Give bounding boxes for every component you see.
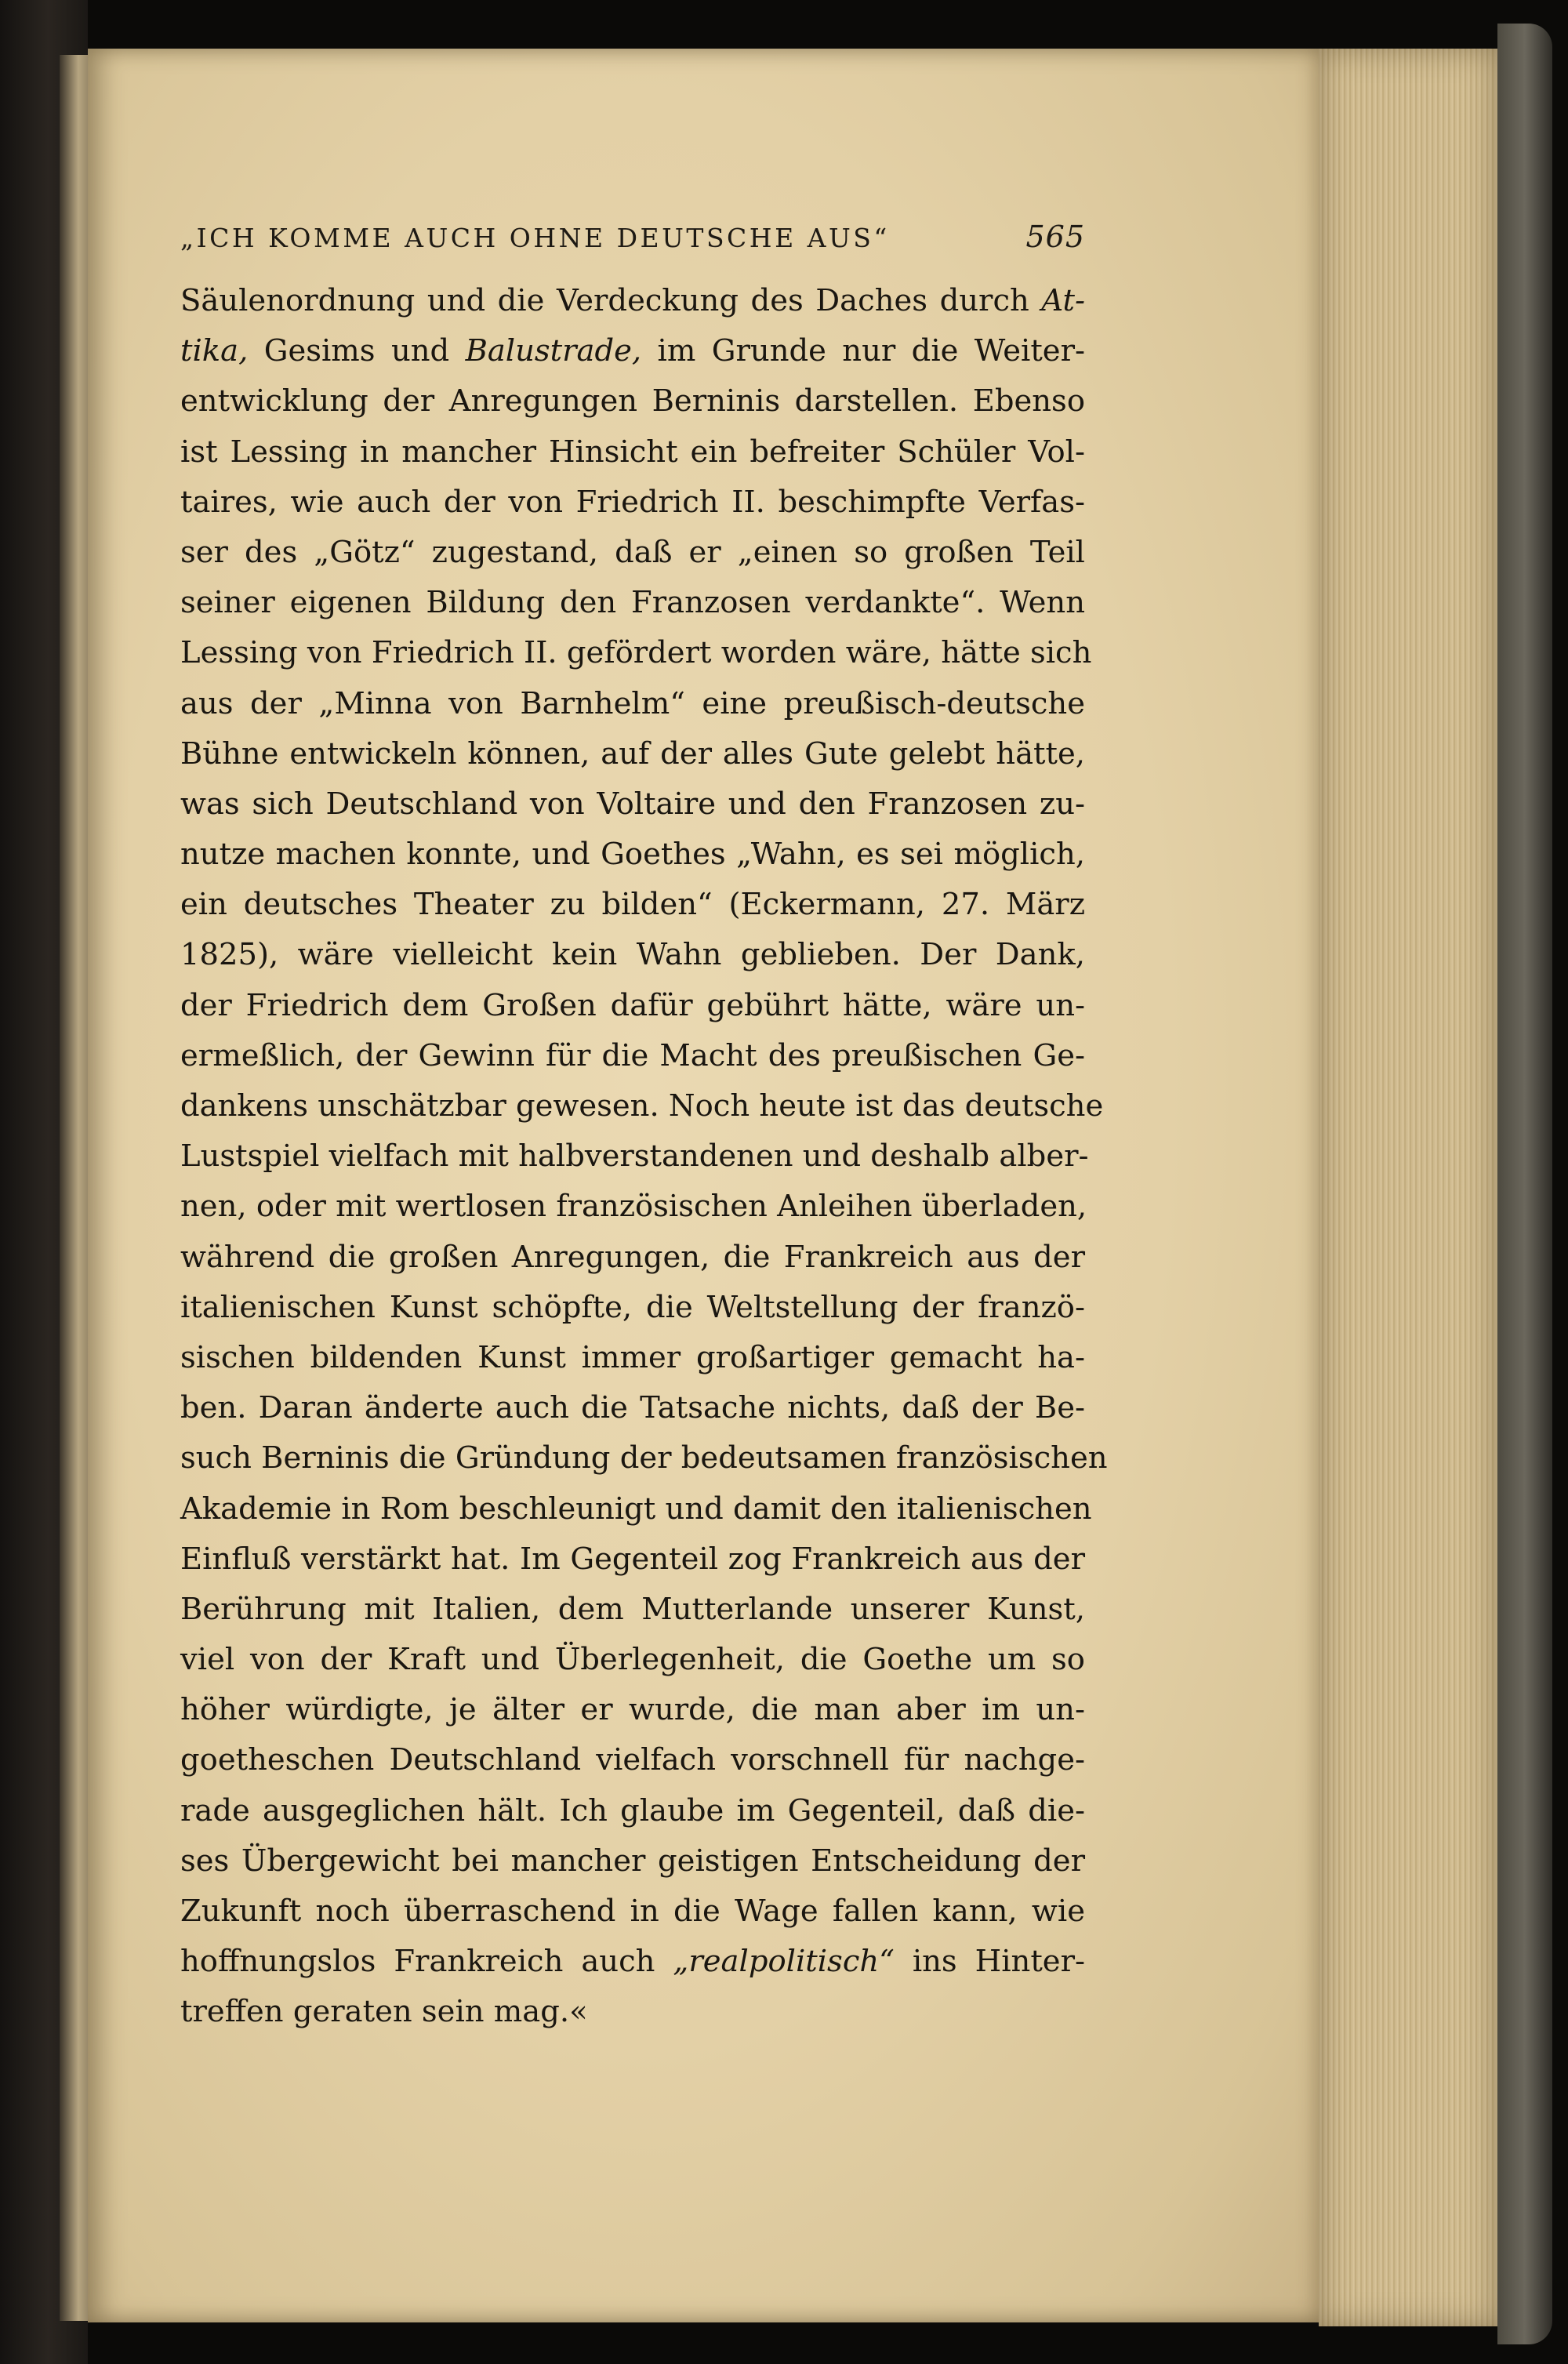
italic-text: tika, <box>180 333 249 369</box>
page-number: 565 <box>1025 220 1085 254</box>
text-segment: italienischen Kunst schöpfte, die Weltstellung der franzö- <box>180 1289 1085 1325</box>
text-segment: Gesims und <box>248 333 466 369</box>
text-line <box>180 1735 1085 1785</box>
text-segment: Lustspiel vielfach mit halbverstandenen und deshalb alber- <box>180 1138 1089 1175</box>
text-segment: aus der „Minna von Barnhelm“ eine preußisch-deutsche <box>180 685 1085 721</box>
text-segment: hoffnungslos Frankreich auch <box>180 1944 673 1980</box>
text-line <box>180 1484 1092 1534</box>
text-line <box>180 981 1085 1031</box>
text-line <box>180 528 1085 578</box>
text-segment: rade ausgeglichen hält. Ich glaube im Gegenteil, daß die- <box>180 1792 1085 1828</box>
text-line <box>180 376 1085 427</box>
text-line <box>180 779 1085 830</box>
text-segment: Säulenordnung und die Verdeckung des Daches durch <box>180 283 1042 318</box>
text-segment: seiner eigenen Bildung den Franzosen verdankte“. Wenn <box>180 585 1085 621</box>
text-segment: 1825), wäre vielleicht kein Wahn geblieben. Der Dank, <box>180 937 1085 973</box>
text-line <box>180 1534 1085 1585</box>
text-segment: ermeßlich, der Gewinn für die Macht des preußischen Ge- <box>180 1037 1085 1073</box>
text-line <box>180 1585 1085 1635</box>
text-segment: Akademie in Rom beschleunigt und damit den italienischen <box>180 1491 1092 1527</box>
text-line <box>180 276 1085 326</box>
text-line <box>180 427 1085 478</box>
text-segment: ses Übergewicht bei mancher geistigen Entscheidung der <box>180 1843 1085 1879</box>
text-line <box>180 1635 1085 1685</box>
text-segment: ins Hinter- <box>894 1944 1085 1980</box>
text-line <box>180 729 1085 779</box>
text-segment: im Grunde nur die Weiter- <box>641 333 1085 369</box>
running-head-title: „ICH KOMME AUCH OHNE DEUTSCHE AUS“ <box>180 223 890 253</box>
text-segment: taires, wie auch der von Friedrich II. beschimpfte Verfas- <box>180 484 1085 520</box>
text-line <box>180 679 1085 729</box>
text-line <box>180 1987 1085 2037</box>
italic-text: Balustrade, <box>465 333 642 369</box>
text-line <box>180 578 1085 628</box>
text-segment: such Berninis die Gründung der bedeutsamen französischen <box>180 1440 1108 1476</box>
text-line <box>180 1786 1085 1836</box>
text-segment: sischen bildenden Kunst immer großartiger gemacht ha- <box>180 1339 1085 1375</box>
text-segment: treffen geraten sein mag.« <box>180 1994 588 2030</box>
text-line <box>180 1333 1085 1383</box>
text-line <box>180 1937 1085 1987</box>
text-line <box>180 1433 1108 1483</box>
text-line <box>180 1031 1085 1081</box>
text-line <box>180 1886 1085 1937</box>
text-segment: entwicklung der Anregungen Berninis darstellen. Ebenso <box>180 383 1085 419</box>
text-segment: ser des „Götz“ zugestand, daß er „einen so großen Teil <box>180 534 1085 570</box>
text-segment: höher würdigte, je älter er wurde, die man aber im un- <box>180 1692 1085 1728</box>
text-segment: nutze machen konnte, und Goethes „Wahn, es sei möglich, <box>180 837 1085 873</box>
text-segment: ein deutsches Theater zu bilden“ (Eckermann, 27. März <box>180 887 1085 923</box>
text-segment: Bühne entwickeln können, auf der alles Gute gelebt hätte, <box>180 735 1085 772</box>
text-line <box>180 1131 1089 1182</box>
text-segment: der Friedrich dem Großen dafür gebührt hätte, wäre un- <box>180 987 1085 1023</box>
page-stack-edge <box>1319 49 1497 2326</box>
italic-text: „realpolitisch“ <box>673 1944 895 1980</box>
text-line <box>180 1383 1085 1433</box>
text-line <box>180 830 1085 880</box>
text-line <box>180 628 1092 678</box>
text-line <box>180 1283 1085 1333</box>
text-segment: Lessing von Friedrich II. gefördert worden wäre, hätte sich <box>180 635 1092 671</box>
text-line <box>180 930 1085 980</box>
text-segment: dankens unschätzbar gewesen. Noch heute ist das deutsche <box>180 1088 1104 1124</box>
running-head <box>180 220 1085 270</box>
text-segment: während die großen Anregungen, die Frankreich aus der <box>180 1239 1085 1275</box>
text-segment: Zukunft noch überraschend in die Wage fallen kann, wie <box>180 1894 1085 1929</box>
text-line <box>180 478 1085 528</box>
text-segment: ist Lessing in mancher Hinsicht ein befreiter Schüler Vol- <box>180 434 1085 470</box>
text-segment: goetheschen Deutschland vielfach vorschnell für nachge- <box>180 1742 1085 1778</box>
text-segment: nen, oder mit wertlosen französischen Anleihen überladen, <box>180 1189 1087 1225</box>
text-line <box>180 1182 1085 1232</box>
italic-text: At- <box>1041 283 1085 318</box>
text-line <box>180 880 1085 930</box>
text-line <box>180 326 1085 376</box>
book-cover-right <box>1497 24 1552 2344</box>
text-line <box>180 1081 1104 1131</box>
text-segment: viel von der Kraft und Überlegenheit, die Goethe um so <box>180 1642 1085 1678</box>
left-page-edge <box>60 55 91 2321</box>
text-segment: ben. Daran änderte auch die Tatsache nichts, daß der Be- <box>180 1390 1085 1426</box>
text-segment: Berührung mit Italien, dem Mutterlande unserer Kunst, <box>180 1591 1085 1627</box>
text-line <box>180 1685 1085 1735</box>
text-line <box>180 1836 1085 1886</box>
body-text <box>180 276 1108 2038</box>
text-segment: was sich Deutschland von Voltaire und den Franzosen zu- <box>180 786 1085 822</box>
text-line <box>180 1233 1085 1283</box>
text-segment: Einfluß verstärkt hat. Im Gegenteil zog Frankreich aus der <box>180 1541 1085 1577</box>
